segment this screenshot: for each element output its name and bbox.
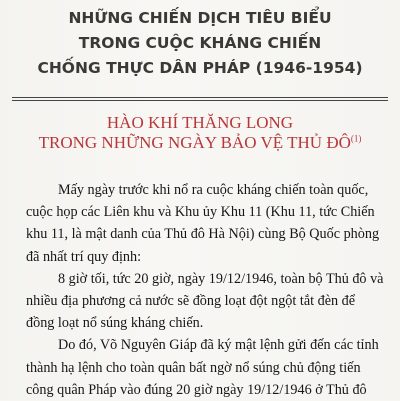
- body-line-3: khu 11, là mật danh của Thủ đô Hà Nội) cùng Bộ Quốc phòng: [26, 226, 380, 243]
- body-line-8: Do đó, Võ Nguyên Giáp đã ký mật lệnh gửi đến các tỉnh: [58, 337, 379, 354]
- header-divider-bottom: [12, 100, 388, 101]
- body-line-5: 8 giờ tối, tức 20 giờ, ngày 19/12/1946, toàn bộ Thủ đô và: [58, 270, 384, 287]
- chapter-title-line-2: [0, 133, 400, 153]
- header-line-2: TRONG CUỘC KHÁNG CHIẾN: [78, 34, 322, 52]
- body-line-4: đã nhất trí quy định:: [26, 248, 142, 265]
- body-line-7: đồng loạt nổ súng kháng chiến.: [26, 315, 204, 332]
- header-line-3: CHỐNG THỰC DÂN PHÁP (1946-1954): [37, 59, 363, 77]
- chapter-title-line-1: HÀO KHÍ THĂNG LONG: [106, 113, 294, 132]
- body-line-6: nhiều địa phương cả nước sẽ đồng loạt đột ngột tắt đèn để: [26, 293, 356, 310]
- chapter-title-line-2-text: TRONG NHỮNG NGÀY BẢO VỆ THỦ ĐÔ: [38, 133, 351, 152]
- header-divider-top: [12, 97, 388, 98]
- body-line-1: Mấy ngày trước khi nổ ra cuộc kháng chiến toàn quốc,: [58, 182, 369, 198]
- body-text: [26, 179, 386, 401]
- body-line-2: cuộc họp các Liên khu và Khu ủy Khu 11 (Khu 11, tức Chiến: [26, 204, 375, 221]
- body-line-10: công quân Pháp vào đúng 20 giờ ngày 19/12/1946 ở Thủ đô: [26, 381, 367, 398]
- chapter-title: [0, 113, 400, 153]
- body-line-9: thành hạ lệnh cho toàn quân bất ngờ nổ súng chủ động tiến: [26, 359, 361, 376]
- header-line-1: NHỮNG CHIẾN DỊCH TIÊU BIỂU: [68, 9, 332, 27]
- running-header: [0, 6, 400, 81]
- footnote-marker: (1): [350, 133, 362, 144]
